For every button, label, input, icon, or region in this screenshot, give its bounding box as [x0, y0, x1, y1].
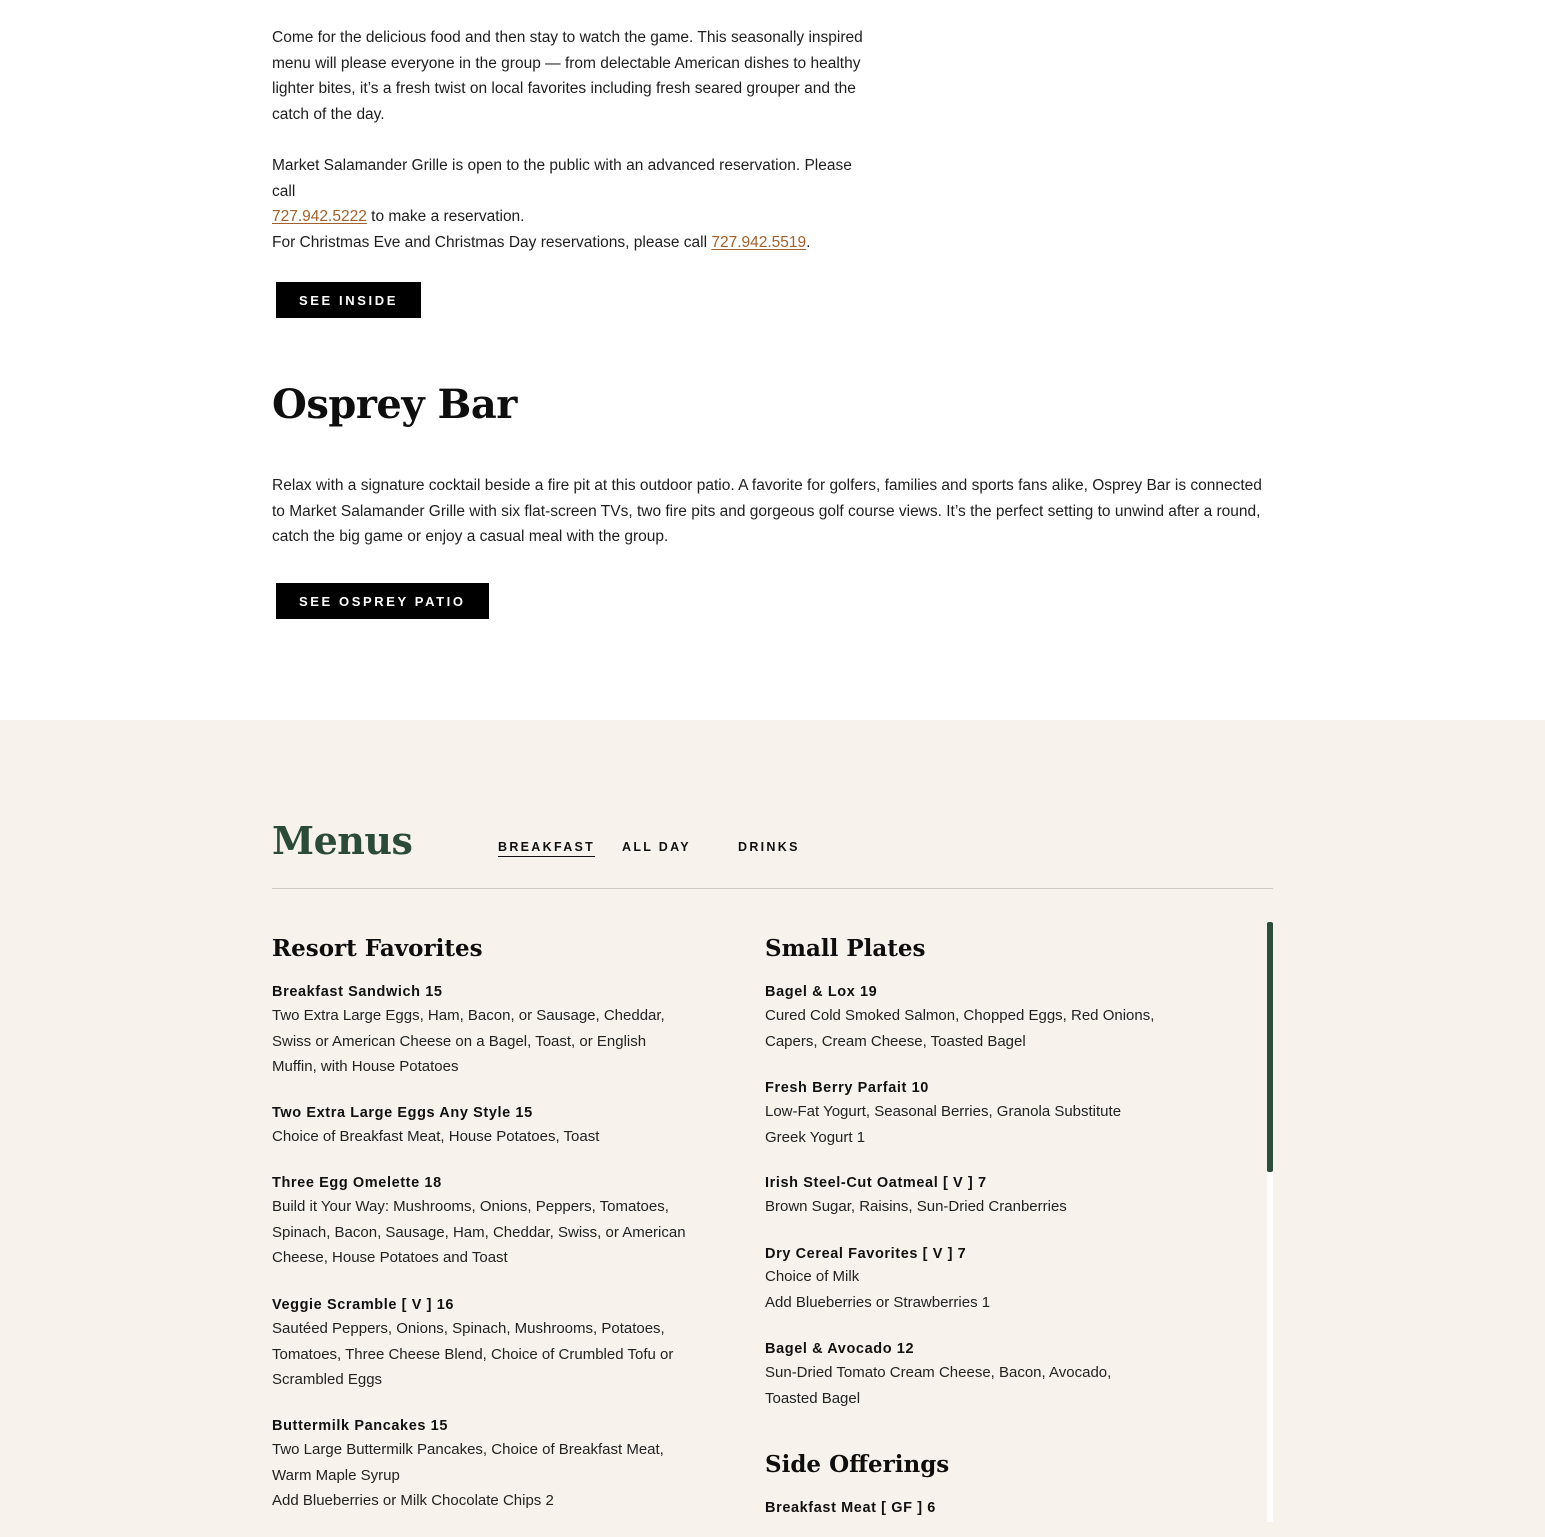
- small-plates-heading: Small Plates: [765, 935, 926, 962]
- menu-item-name: Breakfast Meat [ GF ] 6: [765, 1500, 936, 1516]
- christmas-phone-link[interactable]: 727.942.5519: [711, 234, 807, 251]
- menu-item-name: Three Egg Omelette 18: [272, 1175, 442, 1191]
- osprey-bar-title: Osprey Bar: [272, 381, 517, 428]
- reservation-text-after: to make a reservation.: [366, 208, 525, 226]
- menu-item-name: Two Extra Large Eggs Any Style 15: [272, 1105, 533, 1121]
- top-section: [0, 0, 1545, 720]
- side-offerings-heading: Side Offerings: [765, 1451, 950, 1478]
- tab-drinks[interactable]: DRINKS: [738, 840, 800, 854]
- menu-item-extra: Add Blueberries or Milk Chocolate Chips 2: [272, 1492, 554, 1509]
- reservation-text: Market Salamander Grille is open to the public with an advanced reservation. Please call: [272, 157, 852, 200]
- tab-breakfast[interactable]: BREAKFAST: [498, 840, 595, 857]
- christmas-text: For Christmas Eve and Christmas Day reservations, please call: [272, 234, 712, 251]
- menu-item-name: Veggie Scramble [ V ] 16: [272, 1297, 455, 1313]
- menus-section: [0, 720, 1545, 1537]
- menu-item-desc: Two Large Buttermilk Pancakes, Choice of Breakfast Meat, Warm Maple Syrup: [272, 1441, 664, 1484]
- resort-favorites-heading: Resort Favorites: [272, 935, 483, 962]
- menu-item-desc: Sautéed Peppers, Onions, Spinach, Mushrooms, Potatoes, Tomatoes, Three Cheese Blend, Choice of Crumbled Tofu or Scrambled Eggs: [272, 1320, 674, 1389]
- menu-item-name: Breakfast Sandwich 15: [272, 984, 443, 1000]
- osprey-description: Relax with a signature cocktail beside a fire pit at this outdoor patio. A favorite for golfers, families and sports fans alike, Osprey Bar is connected to Market Salamander Grille with six flat-screen TVs, two fire pits and gorgeous golf course views. It’s the perfect setting to unwind after a round, catch the big game or enjoy a casual meal with the group.: [272, 477, 1262, 546]
- menu-item-extra: Add Blueberries or Strawberries 1: [765, 1294, 991, 1311]
- intro-paragraph: Come for the delicious food and then stay to watch the game. This seasonally inspired menu will please everyone in the group — from delectable American dishes to healthy lighter bites, it’s a fresh twist on local favorites including fresh seared grouper and the catch of the day.: [272, 29, 863, 123]
- menu-item-name: Dry Cereal Favorites [ V ] 7: [765, 1246, 967, 1262]
- menu-item-desc: Two Extra Large Eggs, Ham, Bacon, or Sausage, Cheddar, Swiss or American Cheese on a Bagel, Toast, or English Muffin, with House Potatoes: [272, 1007, 665, 1076]
- menu-scrollbar-thumb[interactable]: [1267, 922, 1273, 1172]
- menu-item-name: Fresh Berry Parfait 10: [765, 1080, 929, 1096]
- see-inside-button[interactable]: SEE INSIDE: [276, 282, 421, 318]
- menu-item-desc: Build it Your Way: Mushrooms, Onions, Peppers, Tomatoes, Spinach, Bacon, Sausage, Ham, Cheddar, Swiss, or American Cheese, House Potatoes and Toast: [272, 1198, 686, 1267]
- tab-all-day[interactable]: ALL DAY: [622, 840, 691, 854]
- menu-item-name: Buttermilk Pancakes 15: [272, 1418, 449, 1434]
- menu-item-name: Irish Steel-Cut Oatmeal [ V ] 7: [765, 1175, 987, 1191]
- menus-title: Menus: [272, 818, 413, 863]
- menu-item-desc: Choice of Breakfast Meat, House Potatoes, Toast: [272, 1128, 600, 1145]
- menu-item-desc: Low-Fat Yogurt, Seasonal Berries, Granola Substitute Greek Yogurt 1: [765, 1103, 1122, 1146]
- reservation-paragraph: [272, 153, 872, 230]
- menu-item-name: Bagel & Lox 19: [765, 984, 878, 1000]
- christmas-paragraph: [272, 230, 972, 256]
- reservation-phone-link[interactable]: 727.942.5222: [272, 208, 367, 226]
- menu-item-name: Bagel & Avocado 12: [765, 1341, 915, 1357]
- menu-item-desc: Choice of Milk: [765, 1268, 860, 1285]
- menus-divider: [272, 888, 1273, 889]
- menu-item-desc: Brown Sugar, Raisins, Sun-Dried Cranberries: [765, 1198, 1067, 1215]
- see-osprey-patio-button[interactable]: SEE OSPREY PATIO: [276, 583, 489, 619]
- christmas-text-after: .: [806, 234, 811, 251]
- menu-item-desc: Sun-Dried Tomato Cream Cheese, Bacon, Avocado, Toasted Bagel: [765, 1364, 1112, 1407]
- menu-item-desc: Cured Cold Smoked Salmon, Chopped Eggs, Red Onions, Capers, Cream Cheese, Toasted Bagel: [765, 1007, 1155, 1050]
